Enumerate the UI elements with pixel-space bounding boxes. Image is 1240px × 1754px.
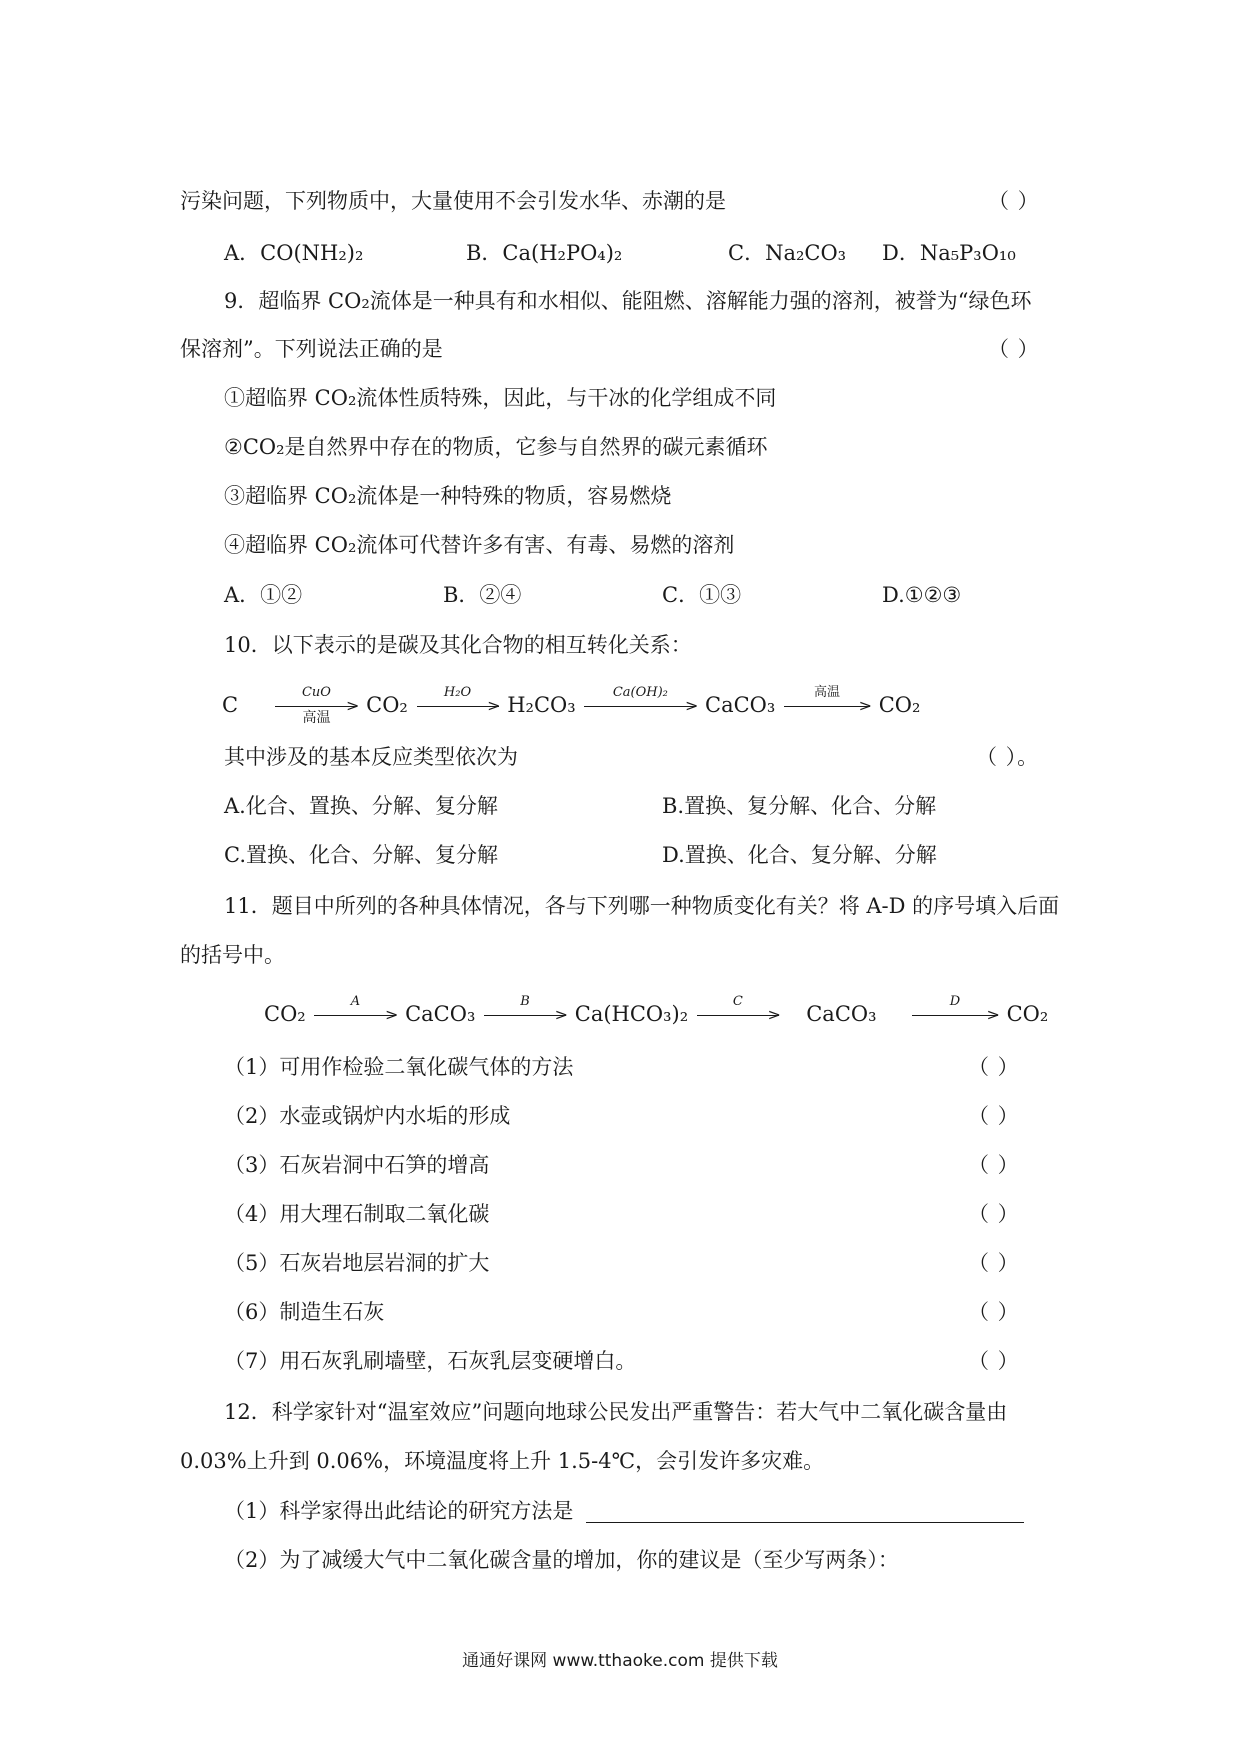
q10-species-c: C (222, 693, 239, 717)
q12-stem-line1: 12．科学家针对“温室效应”问题向地球公民发出严重警告：若大气中二氧化碳含量由 (224, 1400, 1008, 1424)
q8-option-a: A．CO(NH₂)₂ (224, 241, 364, 265)
q10-option-c: C.置换、化合、分解、复分解 (224, 843, 498, 867)
q10-arrow-4 (784, 685, 873, 715)
q10-question: 其中涉及的基本反应类型依次为 (224, 745, 518, 769)
arrow-head-icon: > (986, 1005, 1000, 1024)
q10-reaction-chain (222, 685, 921, 726)
q11-arrow-c (697, 994, 781, 1024)
q9-option-d: D.①②③ (882, 583, 962, 607)
q12-answer-blank-1[interactable] (586, 1522, 1024, 1523)
q9-statement-2: ②CO₂是自然界中存在的物质，它参与自然界的碳元素循环 (224, 435, 768, 459)
q8-option-c: C．Na₂CO₃ (728, 241, 847, 265)
q10-arrow-2 (417, 685, 501, 715)
arrow-head-icon: > (384, 1005, 399, 1024)
q11-species-caco3: CaCO₃ (405, 1002, 476, 1026)
q11-item-1: （1）可用作检验二氧化碳气体的方法 (224, 1055, 574, 1079)
q11-item-2: （2）水壶或锅炉内水垢的形成 (224, 1104, 511, 1128)
q12-sub-question-1: （1）科学家得出此结论的研究方法是 (224, 1499, 574, 1523)
q10-arrow-1 (275, 685, 360, 726)
q10-option-a: A.化合、置换、分解、复分解 (224, 794, 498, 818)
q10-option-d: D.置换、化合、复分解、分解 (662, 843, 937, 867)
q8-stem-tail: 污染问题，下列物质中，大量使用不会引发水华、赤潮的是 (180, 189, 726, 213)
q11-species-caco3-2: CaCO₃ (806, 1002, 877, 1026)
q12-stem-line2: 0.03%上升到 0.06%，环境温度将上升 1.5-4℃，会引发许多灾难。 (180, 1449, 825, 1473)
q10-arrow-2-reagent: H₂O (443, 685, 472, 700)
q11-arrow-d-label: D (949, 994, 961, 1009)
q11-item-5-paren: （ ） (968, 1251, 1020, 1275)
q10-arrow-3 (584, 685, 699, 715)
q11-item-4-paren: （ ） (968, 1202, 1020, 1226)
q8-option-d: D．Na₅P₃O₁₀ (882, 241, 1016, 265)
q11-arrow-a-label: A (350, 994, 361, 1009)
q11-arrow-a (314, 994, 399, 1024)
arrow-head-icon: > (684, 696, 699, 715)
arrow-head-icon: > (767, 1005, 781, 1024)
q11-item-6: （6）制造生石灰 (224, 1300, 385, 1324)
q11-stem-line1: 11．题目中所列的各种具体情况，各与下列哪一种物质变化有关？将 A-D 的序号填入后面 (224, 894, 1060, 918)
q9-statement-1: ①超临界 CO₂流体性质特殊，因此，与干冰的化学组成不同 (224, 386, 777, 410)
q11-item-7: （7）用石灰乳刷墙壁，石灰乳层变硬增白。 (224, 1349, 637, 1373)
q11-species-co2: CO₂ (264, 1002, 306, 1026)
q11-item-3-paren: （ ） (968, 1153, 1020, 1177)
q11-arrow-d (912, 994, 1000, 1024)
page-footer: 通通好课网 www.tthaoke.com 提供下载 (462, 1651, 778, 1671)
q10-species-h2co3: H₂CO₃ (507, 693, 576, 717)
q11-arrow-c-label: C (732, 994, 743, 1009)
q11-arrow-b (484, 994, 569, 1024)
q10-species-co2: CO₂ (366, 693, 408, 717)
arrow-head-icon: > (487, 696, 501, 715)
q10-arrow-1-condition: 高温 (302, 710, 331, 726)
q10-arrow-3-reagent: Ca(OH)₂ (612, 685, 668, 700)
q11-stem-line2: 的括号中。 (180, 943, 285, 967)
q10-arrow-4-condition: 高温 (814, 685, 841, 700)
q10-arrow-1-reagent: CuO (301, 685, 331, 700)
q9-option-b: B．②④ (443, 583, 522, 607)
arrow-head-icon: > (858, 696, 873, 715)
arrow-head-icon: > (554, 1005, 569, 1024)
q11-item-7-paren: （ ） (968, 1349, 1020, 1373)
q9-option-a: A．①② (224, 583, 303, 607)
q11-reaction-chain (264, 994, 1049, 1029)
q11-species-cahco3: Ca(HCO₃)₂ (574, 1002, 689, 1026)
q10-stem: 10．以下表示的是碳及其化合物的相互转化关系： (224, 633, 692, 657)
q9-option-c: C．①③ (662, 583, 742, 607)
q10-species-co2-final: CO₂ (878, 693, 921, 717)
q11-item-3: （3）石灰岩洞中石笋的增高 (224, 1153, 490, 1177)
q11-item-2-paren: （ ） (968, 1104, 1020, 1128)
q9-stem-line1: 9．超临界 CO₂流体是一种具有和水相似、能阻燃、溶解能力强的溶剂，被誉为“绿色环 (224, 289, 1032, 313)
q9-stem-line2: 保溶剂”。下列说法正确的是 (180, 337, 443, 361)
q8-option-b: B．Ca(H₂PO₄)₂ (466, 241, 623, 265)
q12-sub-question-2: （2）为了减缓大气中二氧化碳含量的增加，你的建议是（至少写两条）： (224, 1548, 899, 1572)
q11-arrow-b-label: B (520, 994, 530, 1009)
q10-option-b: B.置换、复分解、化合、分解 (662, 794, 937, 818)
q11-item-4: （4）用大理石制取二氧化碳 (224, 1202, 490, 1226)
q9-statement-3: ③超临界 CO₂流体是一种特殊的物质，容易燃烧 (224, 484, 672, 508)
q10-answer-paren: （ ）。 (976, 745, 1040, 769)
arrow-head-icon: > (346, 696, 360, 715)
q9-statement-4: ④超临界 CO₂流体可代替许多有害、有毒、易燃的溶剂 (224, 533, 735, 557)
q10-species-caco3: CaCO₃ (705, 693, 776, 717)
q11-species-co2-final: CO₂ (1006, 1002, 1049, 1026)
q11-item-6-paren: （ ） (968, 1300, 1020, 1324)
q11-item-1-paren: （ ） (968, 1055, 1020, 1079)
q8-answer-paren: （ ） (988, 189, 1040, 213)
q11-item-5: （5）石灰岩地层岩洞的扩大 (224, 1251, 490, 1275)
q9-answer-paren: （ ） (988, 337, 1040, 361)
